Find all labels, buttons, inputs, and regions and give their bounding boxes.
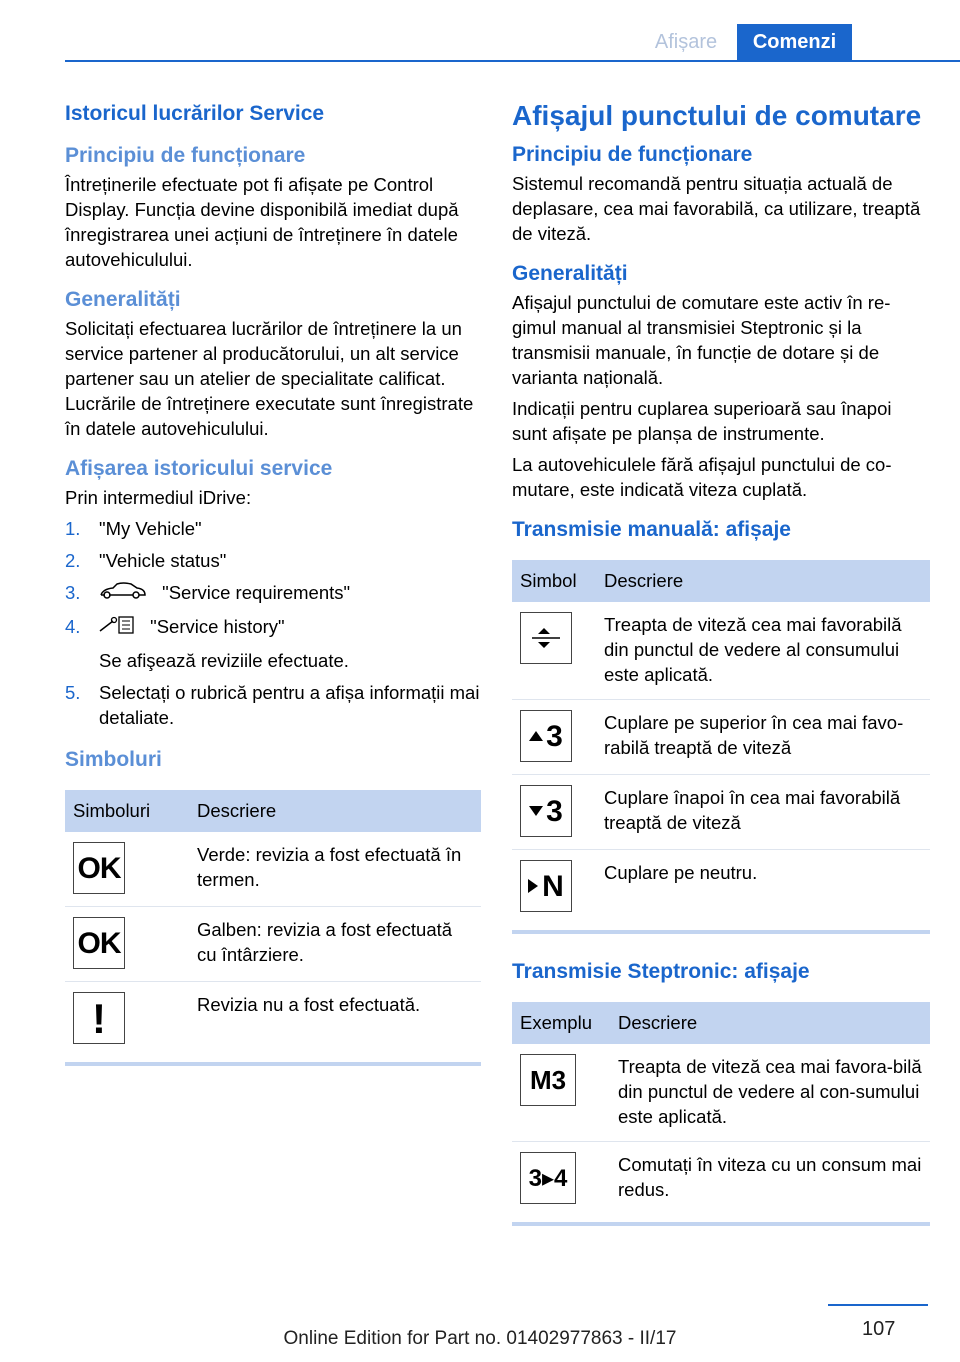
subheading-principle: Principiu de funcționare: [65, 144, 306, 167]
subheading-principle: Principiu de funcționare: [512, 143, 753, 166]
section-title-shift-point: Afișajul punctului de comutare: [512, 100, 922, 131]
optimal-gear-icon: [520, 612, 572, 664]
paragraph-principle: Întreținerile efectuate pot fi afișate pe Control Display. Funcția devine disponibilă imediat după înregistrarea unei acțiuni de întreținere în datele autovehiculului.: [65, 174, 459, 270]
step-text: "Service requirements": [162, 582, 351, 603]
table-row: [65, 907, 481, 982]
description-cell: Treapta de viteză cea mai favora-bilă din punctul de vedere al con-sumului este aplicată.: [610, 1044, 930, 1142]
symbol-cell: [512, 850, 596, 925]
neutral-icon: N: [520, 860, 572, 912]
shift-3-to-4-icon: 3▸4: [520, 1152, 576, 1204]
idrive-steps: [65, 516, 481, 730]
table-header: [65, 790, 481, 832]
page-number-rule: [828, 1304, 928, 1306]
symbols-table: [65, 790, 481, 1056]
symbol-cell: [512, 700, 596, 775]
step-number: 1.: [65, 518, 81, 539]
step-text: "Vehicle status": [99, 550, 227, 571]
car-icon: [99, 581, 147, 607]
step-text: "My Vehicle": [99, 518, 202, 539]
table-row: [512, 700, 930, 775]
page-number: 107: [862, 1318, 896, 1340]
symbol-cell: [65, 982, 189, 1057]
steptronic-table: [512, 1002, 930, 1216]
service-history-icon: [99, 615, 135, 641]
list-item: [65, 548, 481, 573]
table-row: [512, 850, 930, 925]
footer-edition: Online Edition for Part no. 01402977863 - II/17: [283, 1328, 677, 1349]
table-row: [65, 982, 481, 1057]
paragraph-principle: Sistemul recomandă pentru situația actuală de deplasare, cea mai favorabilă, ca utilizare, treaptă de viteză.: [512, 173, 921, 244]
table-end-rule: [512, 1222, 930, 1226]
step-number: 2.: [65, 550, 81, 571]
step-number: 3.: [65, 582, 81, 603]
description-cell: Cuplare pe superior în cea mai favo-rabilă treaptă de viteză: [596, 700, 930, 775]
symbol-cell: [512, 1142, 610, 1217]
subheading-manual-transmission: Transmisie manuală: afișaje: [512, 518, 791, 541]
section-title-service-history: Istoricul lucrărilor Service: [65, 102, 325, 125]
ok-icon: OK: [73, 917, 125, 969]
description-cell: Cuplare pe neutru.: [604, 862, 758, 883]
subheading-symbols: Simboluri: [65, 748, 162, 772]
description-cell: Revizia nu a fost efectuată.: [197, 994, 421, 1016]
column-header: Descriere: [596, 560, 930, 602]
header-rule: [65, 60, 960, 62]
list-item: [65, 614, 481, 673]
step-text: Selectați o rubrică pentru a afișa informații mai detaliate.: [99, 682, 480, 729]
table-row: [512, 775, 930, 850]
step-text: "Service history": [150, 616, 285, 638]
description-cell: Verde: revizia a fost efectuată în termen.: [189, 832, 481, 907]
table-end-rule: [65, 1062, 481, 1066]
description-cell: Comutați în viteza cu un consum mai redus.: [618, 1154, 922, 1200]
paragraph-general: Solicitați efectuarea lucrărilor de întreținere la un service partener al producătorului, un alt service partener sau un atelier de specialitate calificat. Lucrările de întreținere executate sunt înregistrate în datele autovehiculului.: [65, 318, 474, 439]
symbol-cell: [512, 602, 596, 700]
manual-transmission-table: [512, 560, 930, 924]
tab-afisare[interactable]: Afișare: [654, 31, 718, 53]
symbol-cell: [65, 832, 189, 907]
symbol-cell: [65, 907, 189, 982]
paragraph-general-2: Indicații pentru cuplarea superioară sau înapoi sunt afișate pe planșa de instrumente.: [512, 398, 892, 444]
description-cell: Cuplare înapoi în cea mai favorabilă treaptă de viteză: [596, 775, 930, 850]
symbol-cell: [512, 1044, 610, 1142]
table-row: [512, 1142, 930, 1217]
column-header: Simbol: [512, 560, 596, 602]
list-item: [65, 516, 481, 541]
column-header: Descriere: [189, 790, 481, 832]
symbol-cell: [512, 775, 596, 850]
subheading-display-history: Afișarea istoricului service: [65, 457, 333, 480]
subheading-general: Generalități: [65, 288, 181, 311]
description-cell: Treapta de viteză cea mai favorabilă din punctul de vedere al consumului este aplicată.: [596, 602, 930, 700]
table-header: [512, 1002, 930, 1044]
description-cell: Galben: revizia a fost efectuată cu întârziere.: [189, 907, 481, 982]
column-header: Descriere: [610, 1002, 930, 1044]
left-column: [65, 100, 481, 1066]
paragraph-idrive: Prin intermediul iDrive:: [65, 487, 252, 508]
table-row: [65, 832, 481, 907]
table-row: [512, 1044, 930, 1142]
downshift-icon: 3: [520, 785, 572, 837]
step-number: 4.: [65, 616, 81, 638]
column-header: Exemplu: [512, 1002, 610, 1044]
table-row: [512, 602, 930, 700]
column-header: Simboluri: [65, 790, 189, 832]
exclamation-icon: !: [73, 992, 125, 1044]
paragraph-general-3: La autovehiculele fără afișajul punctului de co-mutare, este indicată viteza cuplată.: [512, 454, 892, 500]
list-item: [65, 680, 481, 730]
upshift-icon: 3: [520, 710, 572, 762]
m3-icon: M3: [520, 1054, 576, 1106]
paragraph-general-1: Afișajul punctului de comutare este activ în re-gimul manual al transmisiei Steptronic și la transmisii manuale, în funcție de dotare și de varianta națională.: [512, 292, 891, 388]
list-item: [65, 580, 481, 607]
table-header: [512, 560, 930, 602]
ok-icon: OK: [73, 842, 125, 894]
step-note: Se afişează reviziile efectuate.: [99, 650, 349, 672]
subheading-steptronic: Transmisie Steptronic: afișaje: [512, 960, 810, 983]
right-column: [512, 100, 930, 1226]
step-number: 5.: [65, 682, 81, 704]
subheading-general: Generalități: [512, 262, 628, 285]
tab-comenzi[interactable]: Comenzi: [737, 24, 852, 60]
